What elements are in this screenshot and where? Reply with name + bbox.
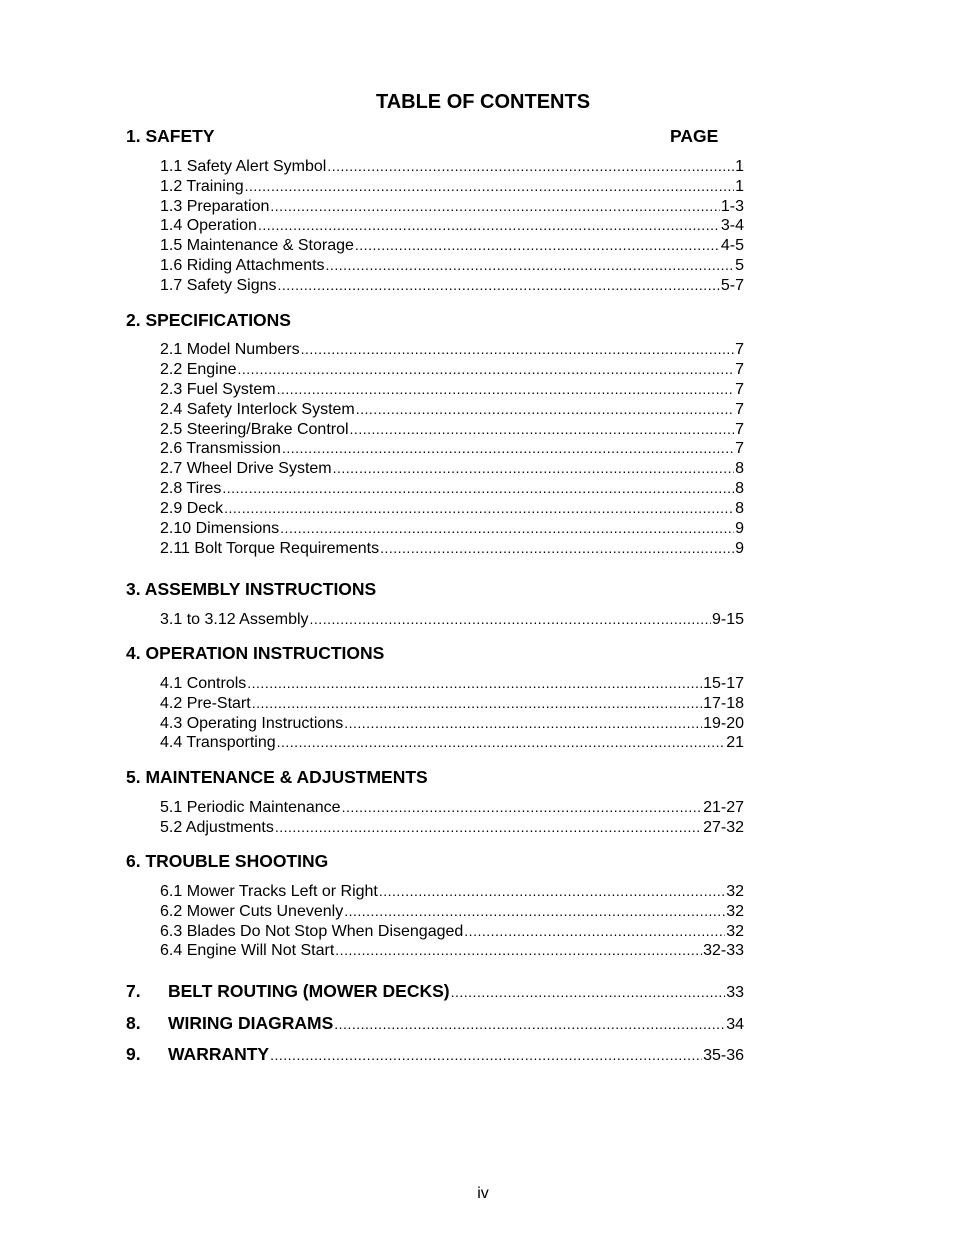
toc-entry-label: 6.1 Mower Tracks Left or Right: [160, 883, 378, 900]
toc-entry-label: 2.3 Fuel System: [160, 381, 276, 398]
dot-leader: [245, 176, 734, 196]
toc-entry-label: 2.1 Model Numbers: [160, 341, 300, 358]
toc-entry-label: 2.4 Safety Interlock System: [160, 401, 355, 418]
toc-major-label: WIRING DIAGRAMS: [168, 1013, 334, 1033]
toc-entry-label: 4.1 Controls: [160, 675, 247, 692]
dot-leader: [282, 438, 734, 458]
toc-entry-page: 7: [735, 341, 744, 358]
dot-leader: [379, 881, 725, 901]
toc-entry[interactable]: [160, 359, 744, 379]
toc-entry-page: 7: [735, 361, 744, 378]
toc-major-number: 7.: [126, 981, 141, 1001]
dot-leader: [342, 797, 703, 817]
dot-leader: [301, 339, 734, 359]
section-heading-operation: 4. OPERATION INSTRUCTIONS: [126, 643, 385, 663]
toc-entry-label: 4.2 Pre-Start: [160, 695, 251, 712]
toc-entry-page: 32: [726, 883, 744, 900]
toc-entry[interactable]: [160, 215, 744, 235]
toc-entry-label: 1.4 Operation: [160, 217, 257, 234]
toc-entry[interactable]: [160, 498, 744, 518]
toc-entry-label: 2.6 Transmission: [160, 440, 281, 457]
toc-entry[interactable]: [160, 156, 744, 176]
dot-leader: [356, 399, 734, 419]
dot-leader: [344, 713, 702, 733]
dot-leader: [464, 921, 725, 941]
dot-leader: [277, 379, 734, 399]
toc-entry-label: 2.11 Bolt Torque Requirements: [160, 540, 380, 557]
toc-entry[interactable]: [160, 713, 744, 733]
toc-entry-label: 4.3 Operating Instructions: [160, 715, 344, 732]
toc-major-label: BELT ROUTING (MOWER DECKS): [168, 981, 450, 1001]
toc-entry-page: 27-32: [703, 819, 744, 836]
toc-entry-page: 17-18: [703, 695, 744, 712]
section-heading-maintenance: 5. MAINTENANCE & ADJUSTMENTS: [126, 767, 428, 787]
toc-entry[interactable]: [160, 478, 744, 498]
dot-leader: [222, 478, 734, 498]
dot-leader: [270, 196, 719, 216]
toc-entry[interactable]: [160, 235, 744, 255]
section-heading-troubleshooting: 6. TROUBLE SHOOTING: [126, 851, 329, 871]
toc-entry-page: 1: [735, 158, 744, 175]
toc-entry-page: 32: [726, 903, 744, 920]
page-title: TABLE OF CONTENTS: [375, 91, 591, 113]
toc-entry[interactable]: [160, 538, 744, 558]
toc-entry[interactable]: [160, 438, 744, 458]
toc-entry-page: 19-20: [703, 715, 744, 732]
dot-leader: [335, 940, 702, 960]
toc-entry[interactable]: [160, 817, 744, 837]
dot-leader: [310, 609, 711, 629]
toc-major-number: 9.: [126, 1044, 141, 1064]
toc-entry-label: 5.2 Adjustments: [160, 819, 274, 836]
dot-leader: [334, 1016, 725, 1032]
dot-leader: [247, 673, 702, 693]
toc-entry[interactable]: [160, 693, 744, 713]
toc-entry[interactable]: [160, 732, 744, 752]
toc-entry-page: 15-17: [703, 675, 744, 692]
dot-leader: [333, 458, 734, 478]
toc-entry[interactable]: [160, 379, 744, 399]
toc-entry-page: 21: [726, 734, 744, 751]
toc-entry[interactable]: [160, 255, 744, 275]
toc-entry-label: 6.2 Mower Cuts Unevenly: [160, 903, 344, 920]
toc-entry-label: 4.4 Transporting: [160, 734, 276, 751]
toc-entry-page: 21-27: [703, 799, 744, 816]
page-column-header: PAGE: [670, 126, 719, 146]
dot-leader: [326, 255, 735, 275]
toc-entry-label: 3.1 to 3.12 Assembly: [160, 611, 309, 628]
dot-leader: [258, 215, 720, 235]
toc-entry-label: 2.7 Wheel Drive System: [160, 460, 332, 477]
toc-entry-label: 2.8 Tires: [160, 480, 222, 497]
toc-entry-label: 1.3 Preparation: [160, 198, 270, 215]
toc-major-entry[interactable]: [126, 1013, 744, 1035]
toc-major-page: 33: [726, 984, 744, 1001]
toc-entry-label: 1.7 Safety Signs: [160, 277, 277, 294]
toc-entry-label: 1.5 Maintenance & Storage: [160, 237, 354, 254]
toc-entry-label: 1.6 Riding Attachments: [160, 257, 325, 274]
toc-entry[interactable]: [160, 518, 744, 538]
toc-entry[interactable]: [160, 673, 744, 693]
toc-entry-label: 2.2 Engine: [160, 361, 237, 378]
toc-entry[interactable]: [160, 399, 744, 419]
section-heading-assembly: 3. ASSEMBLY INSTRUCTIONS: [126, 579, 377, 599]
toc-entry-page: 4-5: [720, 237, 744, 254]
dot-leader: [344, 901, 725, 921]
toc-entry-label: 2.10 Dimensions: [160, 520, 280, 537]
toc-entry[interactable]: [160, 339, 744, 359]
dot-leader: [280, 518, 734, 538]
toc-entry-page: 8: [735, 460, 744, 477]
toc-entry[interactable]: [160, 196, 744, 216]
toc-major-entry[interactable]: [126, 1044, 744, 1066]
toc-entry-page: 7: [735, 421, 744, 438]
dot-leader: [350, 419, 735, 439]
toc-entry[interactable]: [160, 176, 744, 196]
toc-entry-label: 6.4 Engine Will Not Start: [160, 942, 335, 959]
toc-entry-page: 5-7: [720, 277, 744, 294]
toc-entry-label: 1.2 Training: [160, 178, 244, 195]
dot-leader: [275, 817, 702, 837]
toc-entry[interactable]: [160, 901, 744, 921]
toc-entry-page: 7: [735, 401, 744, 418]
dot-leader: [224, 498, 734, 518]
dot-leader: [270, 1047, 702, 1063]
toc-major-page: 34: [726, 1016, 744, 1033]
section-heading-specifications: 2. SPECIFICATIONS: [126, 310, 291, 330]
toc-entry-label: 2.5 Steering/Brake Control: [160, 421, 349, 438]
toc-entry-page: 8: [735, 500, 744, 517]
toc-entry[interactable]: [160, 275, 744, 295]
toc-entry-page: 1: [735, 178, 744, 195]
toc-entry-page: 32: [726, 923, 744, 940]
toc-entry-page: 32-33: [703, 942, 744, 959]
toc-entry[interactable]: [160, 940, 744, 960]
toc-entry-page: 9: [735, 520, 744, 537]
dot-leader: [277, 732, 726, 752]
toc-entry-label: 5.1 Periodic Maintenance: [160, 799, 341, 816]
dot-leader: [451, 984, 726, 1000]
toc-entry[interactable]: [160, 458, 744, 478]
section-heading-safety: 1. SAFETY: [126, 126, 215, 146]
toc-major-label: WARRANTY: [168, 1044, 270, 1064]
toc-entry-label: 2.9 Deck: [160, 500, 224, 517]
toc-entry-page: 7: [735, 440, 744, 457]
toc-entry[interactable]: [160, 921, 744, 941]
dot-leader: [355, 235, 720, 255]
footer-page-number: iv: [477, 1185, 489, 1202]
toc-entry-page: 1-3: [720, 198, 744, 215]
toc-entry-page: 3-4: [720, 217, 744, 234]
dot-leader: [278, 275, 720, 295]
toc-major-number: 8.: [126, 1013, 141, 1033]
toc-entry-label: 1.1 Safety Alert Symbol: [160, 158, 327, 175]
toc-major-entry[interactable]: [126, 981, 744, 1003]
toc-entry-label: 6.3 Blades Do Not Stop When Disengaged: [160, 923, 464, 940]
dot-leader: [380, 538, 734, 558]
toc-entry[interactable]: [160, 419, 744, 439]
toc-entry[interactable]: [160, 609, 744, 629]
dot-leader: [252, 693, 702, 713]
toc-entry-page: 5: [735, 257, 744, 274]
dot-leader: [327, 156, 734, 176]
toc-entry[interactable]: [160, 797, 744, 817]
toc-entry-page: 7: [735, 381, 744, 398]
toc-entry[interactable]: [160, 881, 744, 901]
toc-entry-page: 9: [735, 540, 744, 557]
toc-entry-page: 8: [735, 480, 744, 497]
toc-major-page: 35-36: [703, 1047, 744, 1064]
dot-leader: [238, 359, 735, 379]
toc-entry-page: 9-15: [711, 611, 744, 628]
